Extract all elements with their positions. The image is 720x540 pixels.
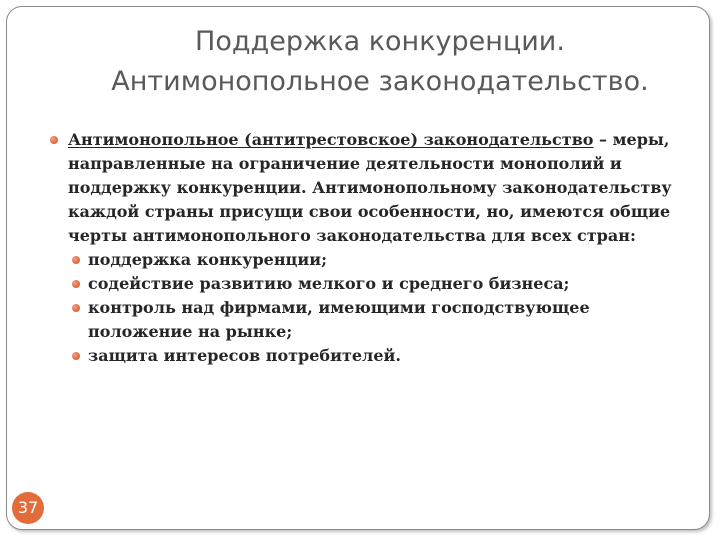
bullet-icon xyxy=(72,280,80,288)
title-line-2: Антимонопольное законодательство. xyxy=(111,66,649,97)
main-bullet-item xyxy=(46,128,676,368)
bullet-icon xyxy=(72,256,80,264)
term-link[interactable]: Антимонопольное (антитрестовское) законодательство xyxy=(68,130,594,149)
feature-text: содействие развитию мелкого и среднего бизнеса; xyxy=(88,274,570,293)
features-list xyxy=(68,248,676,368)
feature-item xyxy=(68,272,676,296)
definition-text xyxy=(68,130,672,245)
page-number-badge: 37 xyxy=(12,492,44,524)
feature-text: защита интересов потребителей. xyxy=(88,346,401,365)
slide-content xyxy=(46,128,676,368)
title-line-1: Поддержка конкуренции. xyxy=(195,26,565,57)
bullet-icon xyxy=(72,352,80,360)
definition-body: – меры, направленные на ограничение деятельности монополий и поддержку конкуренции. Антимонопольному законодательству каждой страны присущи свои особенности, но, имеются общие черты антимонопольного законодательства для всех стран: xyxy=(68,130,672,245)
feature-item xyxy=(68,296,676,344)
bullet-icon xyxy=(50,136,58,144)
feature-text: контроль над фирмами, имеющими господствующее положение на рынке; xyxy=(88,298,590,341)
feature-item xyxy=(68,248,676,272)
feature-text: поддержка конкуренции; xyxy=(88,250,327,269)
bullet-icon xyxy=(72,304,80,312)
feature-item xyxy=(68,344,676,368)
slide-title xyxy=(60,22,700,102)
